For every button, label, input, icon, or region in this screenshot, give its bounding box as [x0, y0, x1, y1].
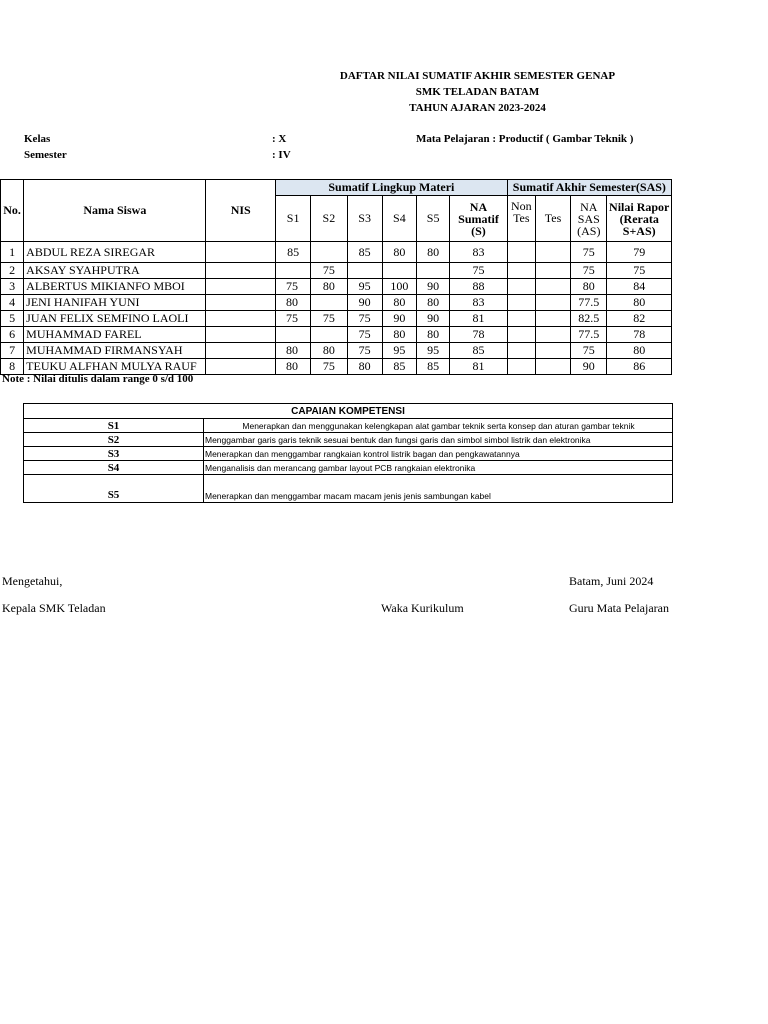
cell-nama: TEUKU ALFHAN MULYA RAUF [24, 359, 206, 375]
col-s1-header: S1 [275, 196, 310, 242]
cell-na: 83 [450, 295, 507, 311]
grades-body [1, 242, 672, 375]
col-nilai-rapor-header [607, 196, 672, 242]
col-s4-header: S4 [382, 196, 416, 242]
rapor-line2: (Rerata [619, 211, 659, 226]
capaian-row [24, 461, 673, 475]
cell-s3: 80 [347, 359, 382, 375]
cell-s2 [311, 327, 347, 343]
cell-no: 5 [1, 311, 24, 327]
na-sumatif-line3: (S) [471, 223, 486, 238]
cell-tes [535, 295, 570, 311]
cell-nis [206, 359, 276, 375]
cell-nama: AKSAY SYAHPUTRA [24, 263, 206, 279]
cell-s2: 75 [311, 359, 347, 375]
cell-rapor: 86 [607, 359, 672, 375]
cell-nontes [507, 295, 535, 311]
cell-no: 4 [1, 295, 24, 311]
capaian-code: S1 [24, 419, 204, 433]
cell-tes [535, 327, 570, 343]
mengetahui-label: Mengetahui, [2, 574, 63, 588]
cell-sas: 77.5 [571, 327, 607, 343]
cell-s1: 80 [275, 359, 310, 375]
cell-s5 [417, 263, 450, 279]
cell-nis [206, 343, 276, 359]
cell-s4: 90 [382, 311, 416, 327]
cell-nama: MUHAMMAD FIRMANSYAH [24, 343, 206, 359]
cell-no: 6 [1, 327, 24, 343]
capaian-description: Menerapkan dan menggambar macam macam jenis jenis sambungan kabel [204, 475, 673, 503]
col-tes-header: Tes [535, 196, 570, 242]
table-row [1, 242, 672, 263]
capaian-row [24, 447, 673, 461]
capaian-code: S2 [24, 433, 204, 447]
capaian-description: Menerapkan dan menggambar rangkaian kontrol listrik bagan dan pengkawatannya [204, 447, 673, 461]
table-row [1, 311, 672, 327]
cell-s5: 90 [417, 311, 450, 327]
cell-s4: 95 [382, 343, 416, 359]
cell-rapor: 80 [607, 343, 672, 359]
cell-s2: 80 [311, 279, 347, 295]
cell-s2 [311, 242, 347, 263]
cell-tes [535, 359, 570, 375]
cell-na: 78 [450, 327, 507, 343]
rapor-line3: S+AS) [622, 223, 656, 238]
capaian-description: Menggambar garis garis teknik sesuai bentuk dan fungsi garis dan simbol simbol listrik dan elektronika [204, 433, 673, 447]
cell-s1 [275, 263, 310, 279]
cell-rapor: 84 [607, 279, 672, 295]
cell-s1: 75 [275, 311, 310, 327]
cell-na: 83 [450, 242, 507, 263]
place-date: Batam, Juni 2024 [569, 574, 654, 588]
cell-s3: 75 [347, 311, 382, 327]
cell-nis [206, 263, 276, 279]
cell-s1: 85 [275, 242, 310, 263]
table-row [1, 279, 672, 295]
cell-s5: 90 [417, 279, 450, 295]
semester-label: Semester [24, 149, 67, 161]
col-s2-header: S2 [311, 196, 347, 242]
cell-sas: 82.5 [571, 311, 607, 327]
cell-sas: 75 [571, 263, 607, 279]
capaian-row [24, 433, 673, 447]
semester-value: : IV [272, 149, 291, 161]
cell-nontes [507, 311, 535, 327]
cell-sas: 75 [571, 343, 607, 359]
col-nis-header: NIS [206, 180, 276, 242]
cell-sas: 75 [571, 242, 607, 263]
cell-s5: 80 [417, 295, 450, 311]
col-no-header: No. [1, 180, 24, 242]
cell-s3: 95 [347, 279, 382, 295]
waka-kurikulum-label: Waka Kurikulum [381, 601, 464, 615]
cell-rapor: 78 [607, 327, 672, 343]
grades-table [0, 179, 672, 375]
capaian-row [24, 475, 673, 503]
na-sas-line1: NA [580, 199, 598, 214]
cell-nontes [507, 279, 535, 295]
col-non-tes-header [507, 196, 535, 242]
cell-nama: ALBERTUS MIKIANFO MBOI [24, 279, 206, 295]
capaian-body [24, 419, 673, 503]
cell-s4: 80 [382, 242, 416, 263]
cell-nis [206, 311, 276, 327]
col-s3-header: S3 [347, 196, 382, 242]
cell-s4: 80 [382, 295, 416, 311]
rapor-line1: Nilai Rapor [609, 199, 670, 214]
cell-rapor: 79 [607, 242, 672, 263]
cell-nontes [507, 263, 535, 279]
cell-nama: JUAN FELIX SEMFINO LAOLI [24, 311, 206, 327]
cell-s1 [275, 327, 310, 343]
cell-no: 3 [1, 279, 24, 295]
cell-s4: 80 [382, 327, 416, 343]
cell-nis [206, 279, 276, 295]
cell-tes [535, 242, 570, 263]
cell-na: 81 [450, 359, 507, 375]
cell-s5: 80 [417, 327, 450, 343]
guru-mapel-label: Guru Mata Pelajaran [569, 601, 669, 615]
cell-tes [535, 263, 570, 279]
cell-s1: 80 [275, 295, 310, 311]
cell-no: 1 [1, 242, 24, 263]
table-row [1, 343, 672, 359]
table-row [1, 327, 672, 343]
cell-nis [206, 327, 276, 343]
range-note: Note : Nilai ditulis dalam range 0 s/d 100 [2, 373, 194, 385]
cell-tes [535, 311, 570, 327]
table-row [1, 263, 672, 279]
cell-sas: 90 [571, 359, 607, 375]
cell-na: 81 [450, 311, 507, 327]
academic-year: TAHUN AJARAN 2023-2024 [409, 102, 546, 114]
cell-s5: 80 [417, 242, 450, 263]
na-sumatif-line2: Sumatif [458, 211, 499, 226]
cell-s2: 75 [311, 263, 347, 279]
sumatif-lingkup-materi-header: Sumatif Lingkup Materi [275, 180, 507, 196]
col-na-sas-header [571, 196, 607, 242]
cell-sas: 80 [571, 279, 607, 295]
cell-na: 88 [450, 279, 507, 295]
na-sas-line2: SAS [577, 211, 600, 226]
na-sumatif-line1: NA [469, 199, 488, 214]
cell-na: 75 [450, 263, 507, 279]
cell-rapor: 80 [607, 295, 672, 311]
document-title: DAFTAR NILAI SUMATIF AKHIR SEMESTER GENAP [339, 70, 616, 82]
col-s5-header: S5 [417, 196, 450, 242]
cell-rapor: 82 [607, 311, 672, 327]
cell-sas: 77.5 [571, 295, 607, 311]
capaian-code: S3 [24, 447, 204, 461]
cell-tes [535, 279, 570, 295]
na-sas-line3: (AS) [577, 223, 601, 238]
table-row [1, 295, 672, 311]
capaian-description: Menerapkan dan menggunakan kelengkapan alat gambar teknik serta konsep dan aturan gambar teknik [204, 419, 673, 433]
cell-s2: 75 [311, 311, 347, 327]
cell-nontes [507, 242, 535, 263]
capaian-row [24, 419, 673, 433]
cell-nama: MUHAMMAD FAREL [24, 327, 206, 343]
kepala-sekolah-label: Kepala SMK Teladan [2, 601, 106, 615]
cell-no: 2 [1, 263, 24, 279]
cell-s3: 75 [347, 343, 382, 359]
cell-nama: JENI HANIFAH YUNI [24, 295, 206, 311]
kelas-value: : X [272, 133, 287, 145]
cell-s2: 80 [311, 343, 347, 359]
cell-na: 85 [450, 343, 507, 359]
capaian-code: S4 [24, 461, 204, 475]
cell-s4 [382, 263, 416, 279]
cell-nama: ABDUL REZA SIREGAR [24, 242, 206, 263]
cell-s2 [311, 295, 347, 311]
cell-s1: 75 [275, 279, 310, 295]
cell-s1: 80 [275, 343, 310, 359]
non-tes-line1: Non [510, 199, 532, 213]
cell-s4: 100 [382, 279, 416, 295]
cell-no: 7 [1, 343, 24, 359]
cell-s3: 90 [347, 295, 382, 311]
school-name: SMK TELADAN BATAM [415, 86, 540, 98]
cell-nontes [507, 359, 535, 375]
cell-nontes [507, 343, 535, 359]
cell-s3 [347, 263, 382, 279]
capaian-kompetensi-table [23, 403, 673, 503]
cell-rapor: 75 [607, 263, 672, 279]
cell-s3: 75 [347, 327, 382, 343]
cell-nontes [507, 327, 535, 343]
subject-label: Mata Pelajaran : Productif ( Gambar Teknik ) [416, 133, 634, 145]
cell-no: 8 [1, 359, 24, 375]
cell-s5: 85 [417, 359, 450, 375]
capaian-code: S5 [24, 475, 204, 503]
capaian-title: CAPAIAN KOMPETENSI [24, 404, 673, 419]
cell-s3: 85 [347, 242, 382, 263]
cell-nis [206, 242, 276, 263]
cell-s4: 85 [382, 359, 416, 375]
col-na-sumatif-header [450, 196, 507, 242]
cell-nis [206, 295, 276, 311]
capaian-description: Menganalisis dan merancang gambar layout PCB rangkaian elektronika [204, 461, 673, 475]
cell-tes [535, 343, 570, 359]
cell-s5: 95 [417, 343, 450, 359]
kelas-label: Kelas [24, 133, 51, 145]
sumatif-akhir-semester-header: Sumatif Akhir Semester(SAS) [507, 180, 671, 196]
non-tes-line2: Tes [513, 211, 530, 225]
col-nama-header: Nama Siswa [24, 180, 206, 242]
